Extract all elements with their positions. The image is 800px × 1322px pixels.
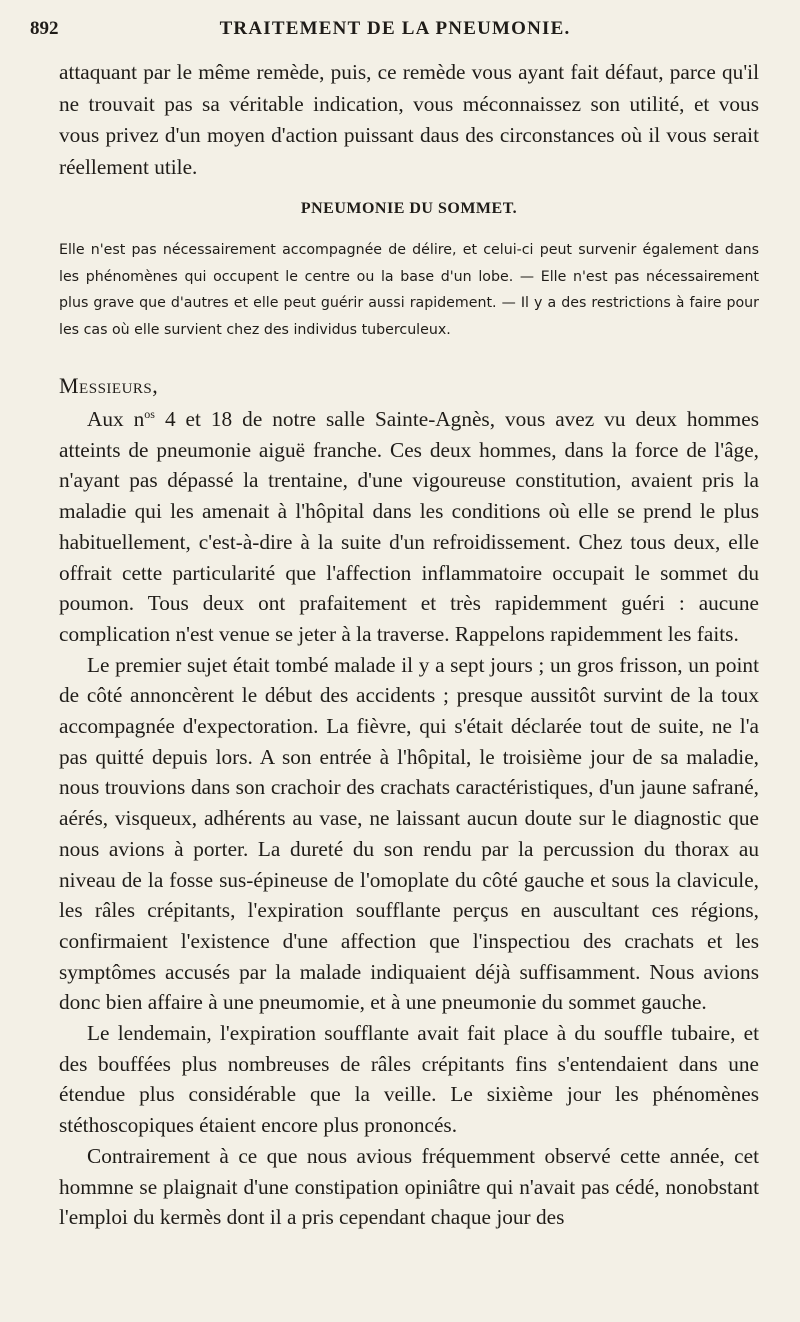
paragraph-text: 4 et 18 de notre salle Sainte-Agnès, vous avez vu deux hommes atteints de pneumonie aiguë franche. Ces deux hommes, dans la force de l'âge, n'ayant pas dépassé la trentaine, d'une vigoureuse constitution, avaient pris la maladie qui les amenait à l'hôpital dans les conditions où elle se prend le plus habituellement, c'est-à-dire à la suite d'un refroidissement. Chez tous deux, elle offrait cette particularité que l'affection inflammatoire occupait le sommet du poumon. Tous deux ont prafaitement et très rapidemment guéri : aucune complication n'est venue se jeter à la traverse. Rappelons rapidemment les faits. <box>59 407 759 646</box>
paragraph-text: Aux n <box>87 407 145 431</box>
paragraph: Contrairement à ce que nous avious fréquemment observé cette année, cet hommne se plaignait d'une constipation opiniâtre qui n'avait pas cédé, nonobstant l'emploi du kermès dont il a pris cependant chaque jour des <box>59 1143 759 1230</box>
section-summary: Elle n'est pas nécessairement accompagnée de délire, et celui-ci peut survenir également dans les phénomènes qui occupent le centre ou la base d'un lobe. — Elle n'est pas nécessairement plus grave que d'autres et elle peut guérir aussi rapidement. — Il y a des restrictions à faire pour les cas où elle survient chez des individus tuberculeux. <box>59 242 759 339</box>
superscript: os <box>144 406 155 421</box>
page-number: 892 <box>30 18 59 39</box>
main-text <box>59 404 759 1233</box>
salutation: Messieurs, <box>59 373 159 398</box>
paragraph <box>59 404 759 650</box>
section-heading: PNEUMONIE DU SOMMET. <box>300 200 518 217</box>
paragraph: Le lendemain, l'expiration soufflante avait fait place à du souffle tubaire, et des bouffées plus nombreuses de râles crépitants fins s'entendaient dans une étendue plus considérable que la veille. Le sixième jour les phénomènes stéthoscopiques étaient encore plus prononcés. <box>59 1021 759 1138</box>
paragraph: Le premier sujet était tombé malade il y a sept jours ; un gros frisson, un point de côté annoncèrent le début des accidents ; presque aussitôt survint de la toux accompagnée d'expectoration. La fièvre, qui s'était déclarée tout de suite, ne l'a pas quitté depuis lors. A son entrée à l'hôpital, le troisième jour de sa maladie, nous trouvions dans son crachoir des crachats caractéristiques, d'un jaune safrané, aérés, visqueux, adhérents au vase, ne laissant aucun doute sur le diagnostic que nous avions à porter. La dureté du son rendu par la percussion du thorax au niveau de la fosse sus-épineuse de l'omoplate du côté gauche et sous la clavicule, les râles crépitants, l'expiration soufflante perçus en auscultant ces régions, confirmaient l'existence d'une affection que l'inspectiou des crachats et les symptômes accusés par la malade indiquaient déjà suffisamment. Nous avions donc bien affaire à une pneumomie, et à une pneumonie du sommet gauche. <box>59 652 759 1015</box>
page-header <box>30 18 760 42</box>
running-title: TRAITEMENT DE LA PNEUMONIE. <box>219 18 571 39</box>
intro-paragraph: attaquant par le même remède, puis, ce remède vous ayant fait défaut, parce qu'il ne trouvait pas sa véritable indication, vous méconnaissez son utilité, et vous vous privez d'un moyen d'action puissant daus des circonstances où il vous serait réellement utile. <box>59 60 759 179</box>
